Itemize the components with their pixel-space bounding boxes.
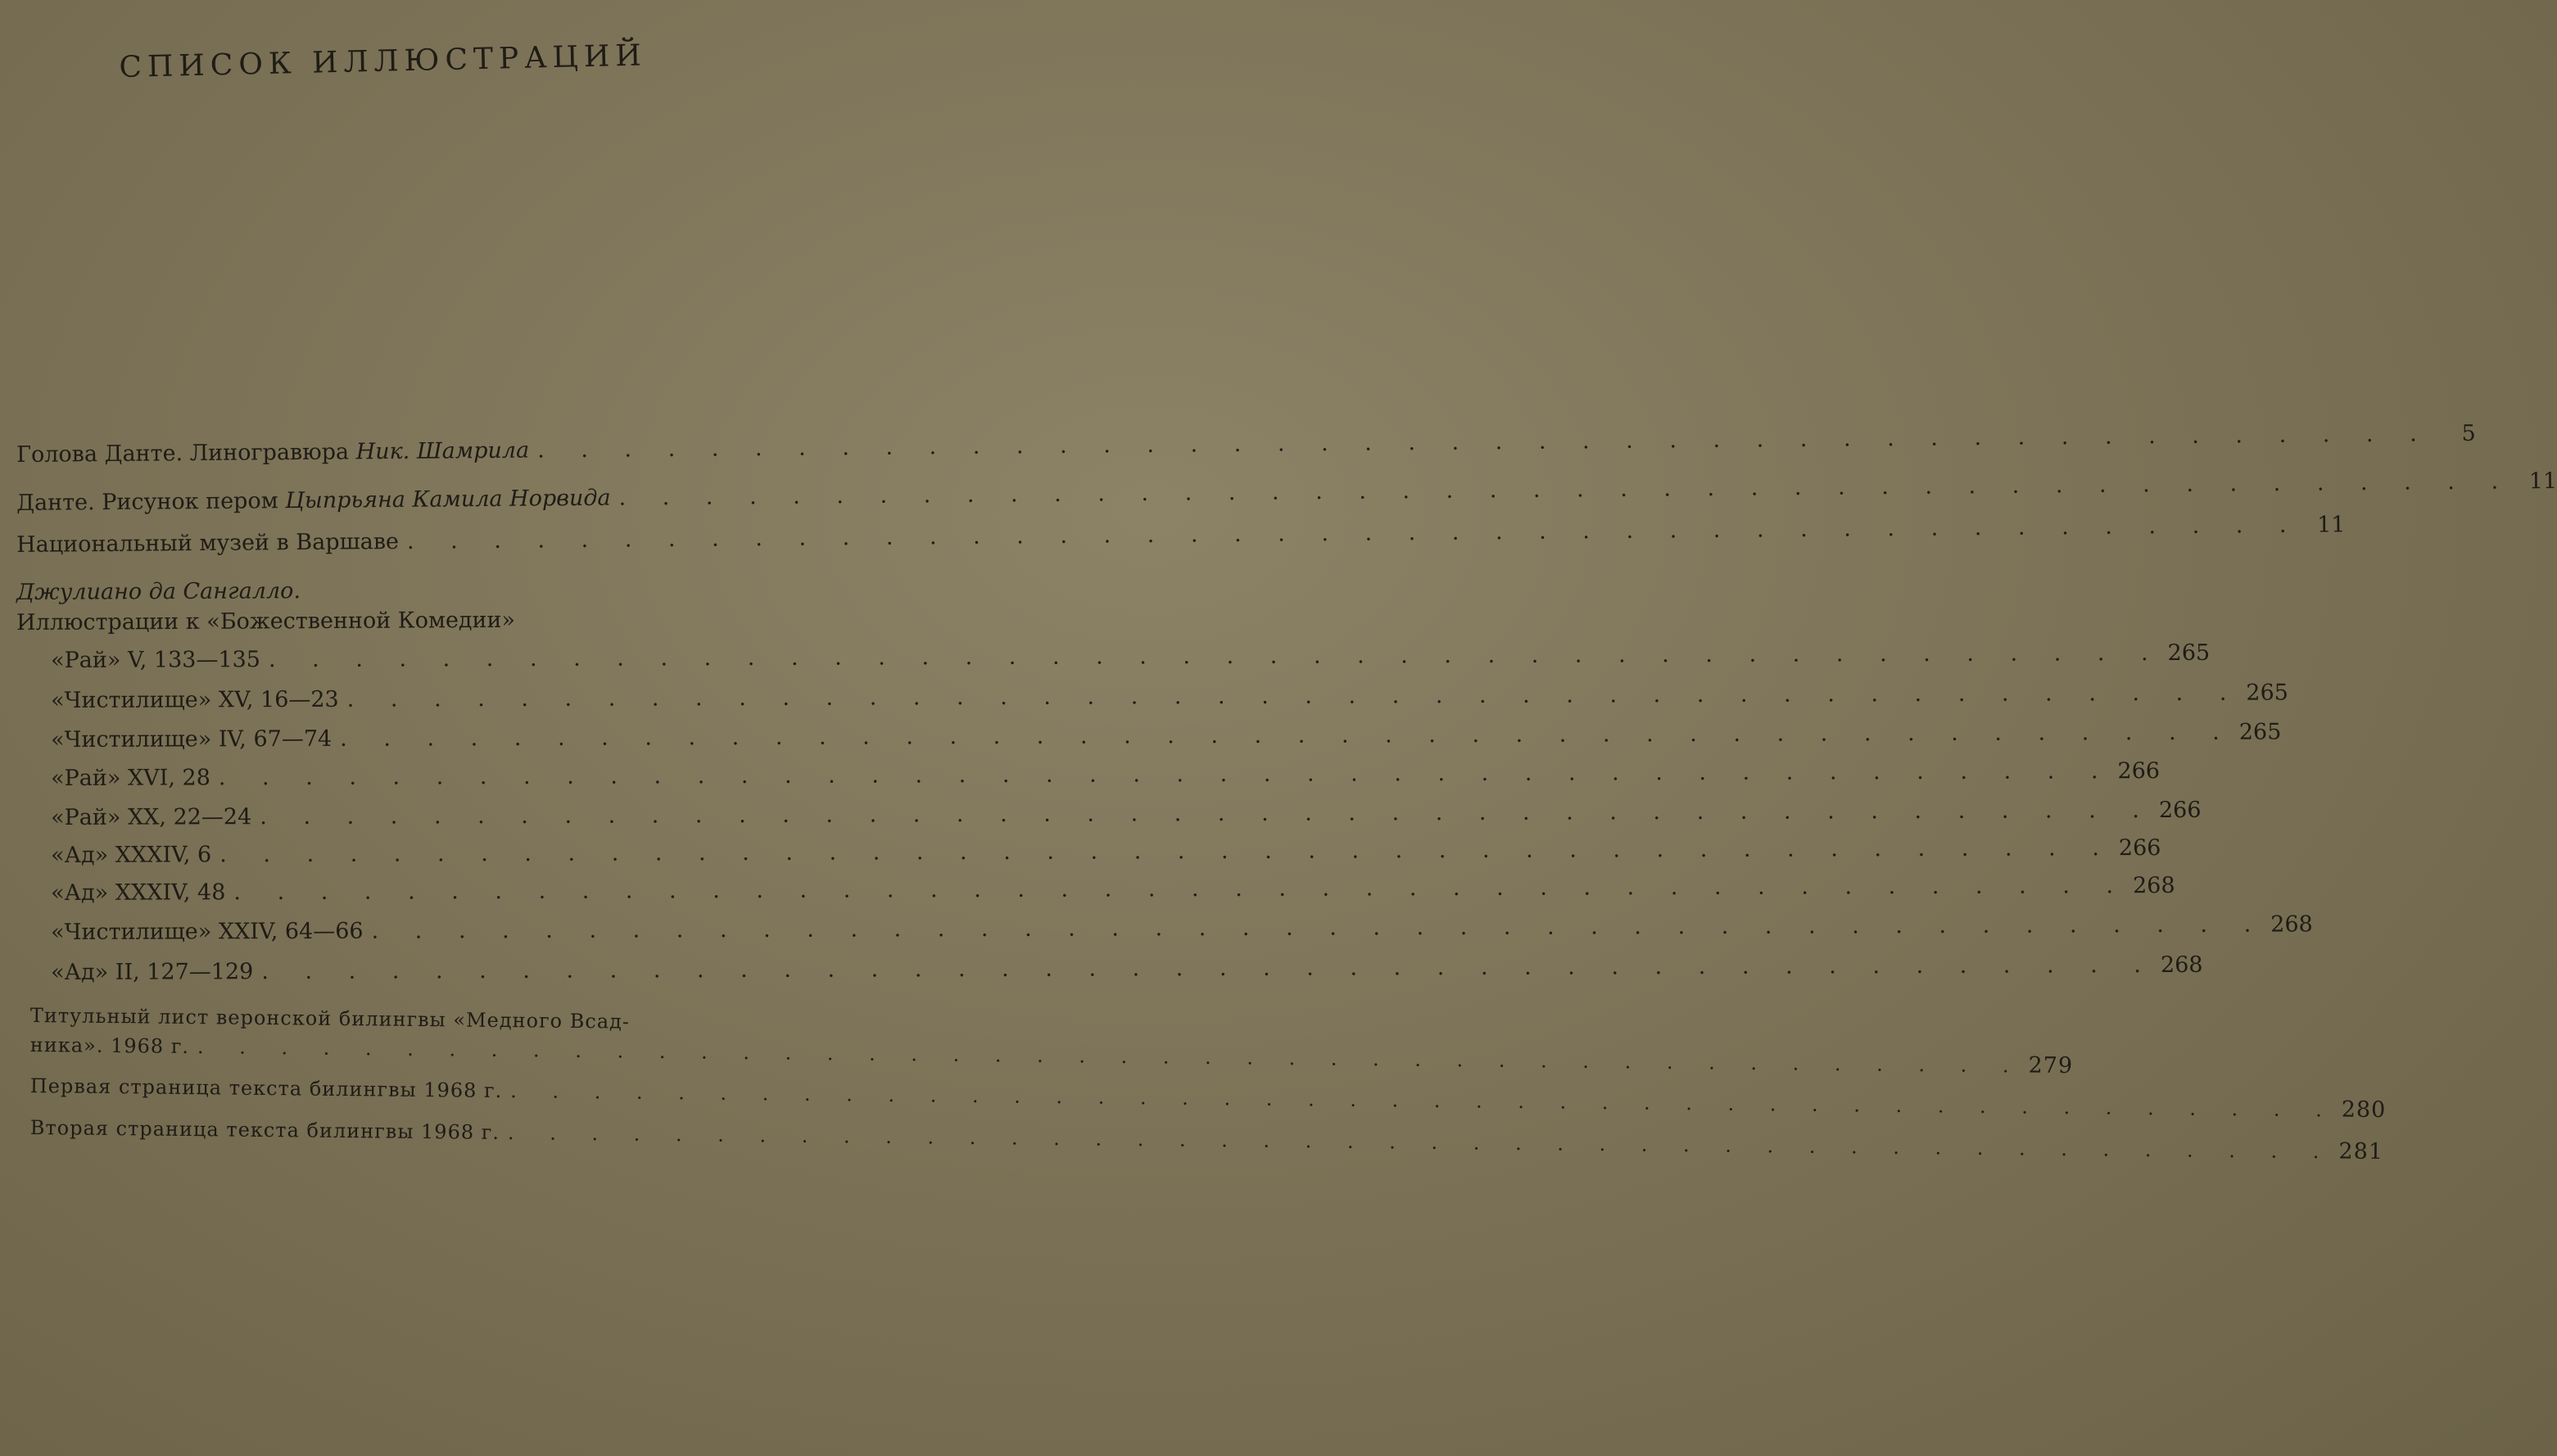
list-item: «Чистилище» XV, 16—23 . . . . . . . . . . . . . . . . . . . . . . . . . . . . . . . . . . . . . . . . . . . . 265 — [51, 680, 2288, 713]
page-number: 265 — [2238, 719, 2282, 745]
page-number: 265 — [2246, 680, 2288, 706]
list-item: «Ад» XXXIV, 48 . . . . . . . . . . . . . . . . . . . . . . . . . . . . . . . . . . . . . . . . . . . . 268 — [51, 872, 2175, 906]
list-item: «Ад» XXXIV, 6 . . . . . . . . . . . . . . . . . . . . . . . . . . . . . . . . . . . . . . . . . . . . 266 — [51, 835, 2161, 868]
page-title: СПИСОК ИЛЛЮСТРАЦИЙ — [119, 38, 648, 84]
list-item: Национальный музей в Варшаве . . . . . . . . . . . . . . . . . . . . . . . . . . . . . . . . . . . . . . . . . . . . 11 — [16, 512, 2346, 558]
page-number: 280 — [2341, 1097, 2387, 1124]
page-number: 268 — [2270, 911, 2313, 938]
list-item: «Рай» XX, 22—24 . . . . . . . . . . . . . . . . . . . . . . . . . . . . . . . . . . . . . . . . . . . . 266 — [51, 797, 2202, 830]
list-item: ника». 1968 г. . . . . . . . . . . . . . . . . . . . . . . . . . . . . . . . . . . . . . . . . . . . . 279 — [29, 1033, 2074, 1079]
page-number: 279 — [2028, 1052, 2074, 1079]
page-number: 11 — [2317, 512, 2346, 538]
list-item: «Рай» XVI, 28 . . . . . . . . . . . . . . . . . . . . . . . . . . . . . . . . . . . . . . . . . . . . 266 — [51, 758, 2161, 791]
page-number: 281 — [2338, 1138, 2384, 1165]
page-number: 268 — [2160, 952, 2203, 979]
page-number: 5 — [2461, 420, 2476, 446]
list-item: «Ад» II, 127—129 . . . . . . . . . . . . . . . . . . . . . . . . . . . . . . . . . . . . . . . . . . . . 268 — [51, 952, 2203, 985]
page-number: 266 — [2158, 797, 2202, 824]
list-item: «Чистилище» XXIV, 64—66 . . . . . . . . . . . . . . . . . . . . . . . . . . . . . . . . . . . . . . . . . . . . 268 — [51, 911, 2313, 945]
section-author: Джулиано да Сангалло. — [16, 578, 301, 605]
page-number: 268 — [2133, 872, 2175, 899]
page-number: 11 — [2528, 468, 2557, 495]
list-item: Данте. Рисунок пером Цыпрьяна Камила Норвида . . . . . . . . . . . . . . . . . . . . . . . . . . . . . . . . . . . . . . . . . . . . 11 — [16, 468, 2557, 516]
list-item: «Рай» V, 133—135 . . . . . . . . . . . . . . . . . . . . . . . . . . . . . . . . . . . . . . . . . . . . 265 — [51, 640, 2211, 673]
section-heading: Иллюстрации к «Божественной Комедии» — [16, 607, 516, 635]
list-item: «Чистилище» IV, 67—74 . . . . . . . . . . . . . . . . . . . . . . . . . . . . . . . . . . . . . . . . . . . . 265 — [51, 719, 2282, 753]
list-item-line1: Титульный лист веронской билингвы «Медного Всад- — [29, 1003, 631, 1033]
page-number: 265 — [2167, 640, 2211, 666]
list-item: Голова Данте. Линогравюра Ник. Шамрила . . . . . . . . . . . . . . . . . . . . . . . . . . . . . . . . . . . . . . . . . . . . 5 — [16, 420, 2476, 468]
list-item: Первая страница текста билингвы 1968 г. . . . . . . . . . . . . . . . . . . . . . . . . . . . . . . . . . . . . . . . . . . . . 280 — [29, 1074, 2387, 1124]
page-number: 266 — [2118, 835, 2161, 861]
page-number: 266 — [2117, 758, 2161, 785]
list-item: Вторая страница текста билингвы 1968 г. . . . . . . . . . . . . . . . . . . . . . . . . . . . . . . . . . . . . . . . . . . . . 281 — [29, 1115, 2384, 1165]
